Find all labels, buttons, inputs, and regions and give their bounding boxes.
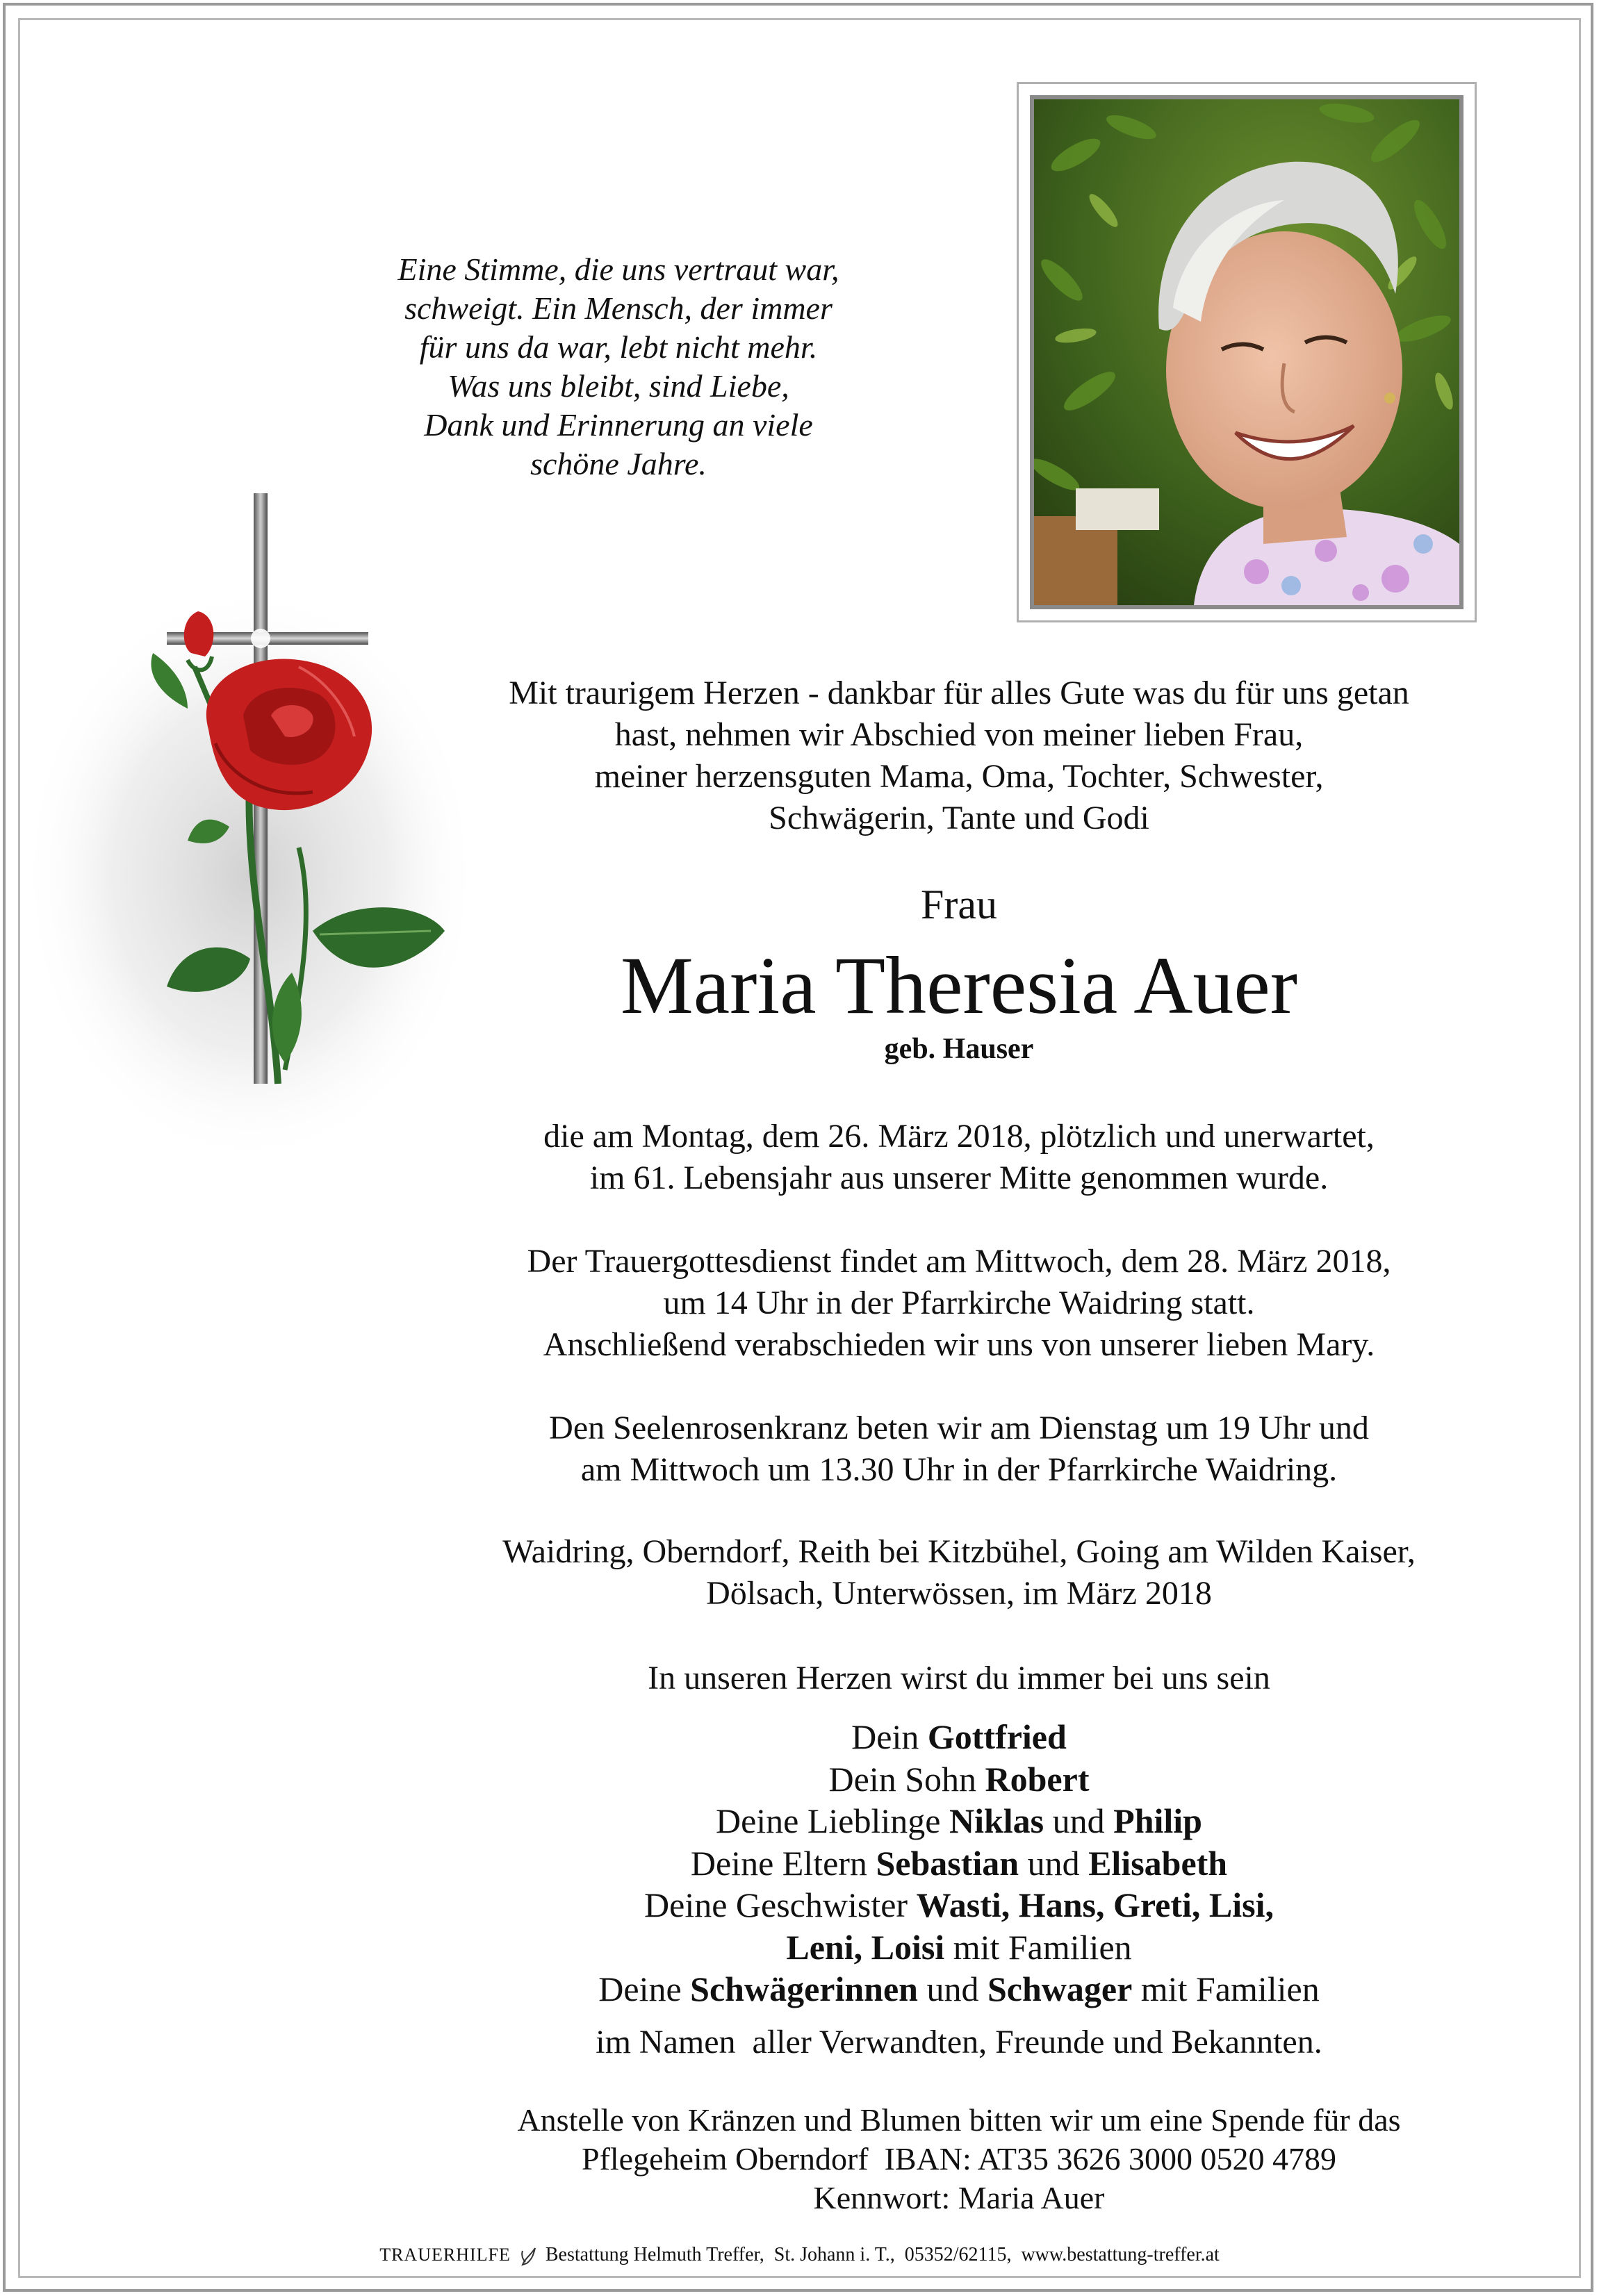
donation-request — [417, 2101, 1501, 2217]
dove-icon — [518, 2244, 538, 2269]
footer — [0, 2243, 1599, 2269]
family-son: Dein Sohn Robert — [828, 1759, 1090, 1799]
service-line: um 14 Uhr in der Pfarrkirche Waidring statt. — [663, 1285, 1255, 1321]
family-inlaws: Deine Schwägerinnen und Schwager mit Familien — [598, 1969, 1320, 2008]
portrait-photo — [1030, 95, 1463, 609]
intro-text — [417, 672, 1501, 839]
intro-line: Mit traurigem Herzen - dankbar für alles Gute was du für uns getan — [509, 675, 1409, 711]
donation-line: Anstelle von Kränzen und Blumen bitten wir um eine Spende für das — [517, 2102, 1401, 2138]
salutation: Frau — [921, 882, 997, 927]
intro-line: hast, nehmen wir Abschied von meiner lieben Frau, — [614, 716, 1304, 753]
places-line: Dölsach, Unterwössen, im März 2018 — [706, 1575, 1212, 1612]
death-line: im 61. Lebensjahr aus unserer Mitte genommen wurde. — [589, 1159, 1329, 1196]
places-line: Waidring, Oberndorf, Reith bei Kitzbühel, Going am Wilden Kaiser, — [502, 1533, 1416, 1570]
relatives-line: im Namen aller Verwandten, Freunde und Bekannten. — [596, 2024, 1322, 2060]
birth-name: geb. Hauser — [884, 1033, 1034, 1065]
poem-line: Eine Stimme, die uns vertraut war, — [397, 251, 839, 287]
rosary-line: Den Seelenrosenkranz beten wir am Dienstag um 19 Uhr und — [549, 1410, 1369, 1446]
family-husband: Dein Gottfried — [851, 1717, 1067, 1756]
hearts-line: In unseren Herzen wirst du immer bei uns sein — [648, 1660, 1270, 1696]
poem-line: Was uns bleibt, sind Liebe, — [448, 368, 789, 404]
poem-line: Dank und Erinnerung an viele — [424, 407, 813, 443]
donation-line: Pflegeheim Oberndorf IBAN: AT35 3626 3000 0520 4789 — [582, 2141, 1336, 2177]
rosary-line: am Mittwoch um 13.30 Uhr in der Pfarrkirche Waidring. — [580, 1451, 1338, 1488]
poem-line: für uns da war, lebt nicht mehr. — [419, 329, 818, 365]
donation-line: Kennwort: Maria Auer — [813, 2180, 1105, 2215]
intro-line: Schwägerin, Tante und Godi — [769, 800, 1149, 836]
family-siblings: Deine Geschwister Wasti, Hans, Greti, Lisi, — [644, 1885, 1274, 1924]
family-list — [417, 1716, 1501, 2010]
deceased-name: Maria Theresia Auer — [620, 940, 1298, 1031]
footer-text: Bestattung Helmuth Treffer, St. Johann i. T., 05352/62115, www.bestattung-treffer.at — [545, 2244, 1220, 2265]
places-date — [417, 1531, 1501, 1614]
family-parents: Deine Eltern Sebastian und Elisabeth — [690, 1843, 1228, 1883]
intro-line: meiner herzensguten Mama, Oma, Tochter, Schwester, — [594, 758, 1324, 795]
service-line: Der Trauergottesdienst findet am Mittwoch, dem 28. März 2018, — [527, 1243, 1391, 1280]
rosary-notice — [417, 1407, 1501, 1491]
death-notice — [417, 1116, 1501, 1199]
family-grandchildren: Deine Lieblinge Niklas und Philip — [715, 1801, 1202, 1840]
poem-line: schweigt. Ein Mensch, der immer — [404, 290, 833, 326]
death-line: die am Montag, dem 26. März 2018, plötzlich und unerwartet, — [543, 1118, 1375, 1155]
portrait-frame — [1017, 82, 1477, 622]
footer-brand: TRAUERHILFE — [379, 2245, 511, 2265]
service-line: Anschließend verabschieden wir uns von unserer lieben Mary. — [543, 1326, 1375, 1363]
poem-line: schöne Jahre. — [530, 446, 707, 481]
family-siblings-cont: Leni, Loisi mit Familien — [786, 1927, 1132, 1967]
funeral-service — [417, 1241, 1501, 1366]
poem — [347, 250, 889, 484]
